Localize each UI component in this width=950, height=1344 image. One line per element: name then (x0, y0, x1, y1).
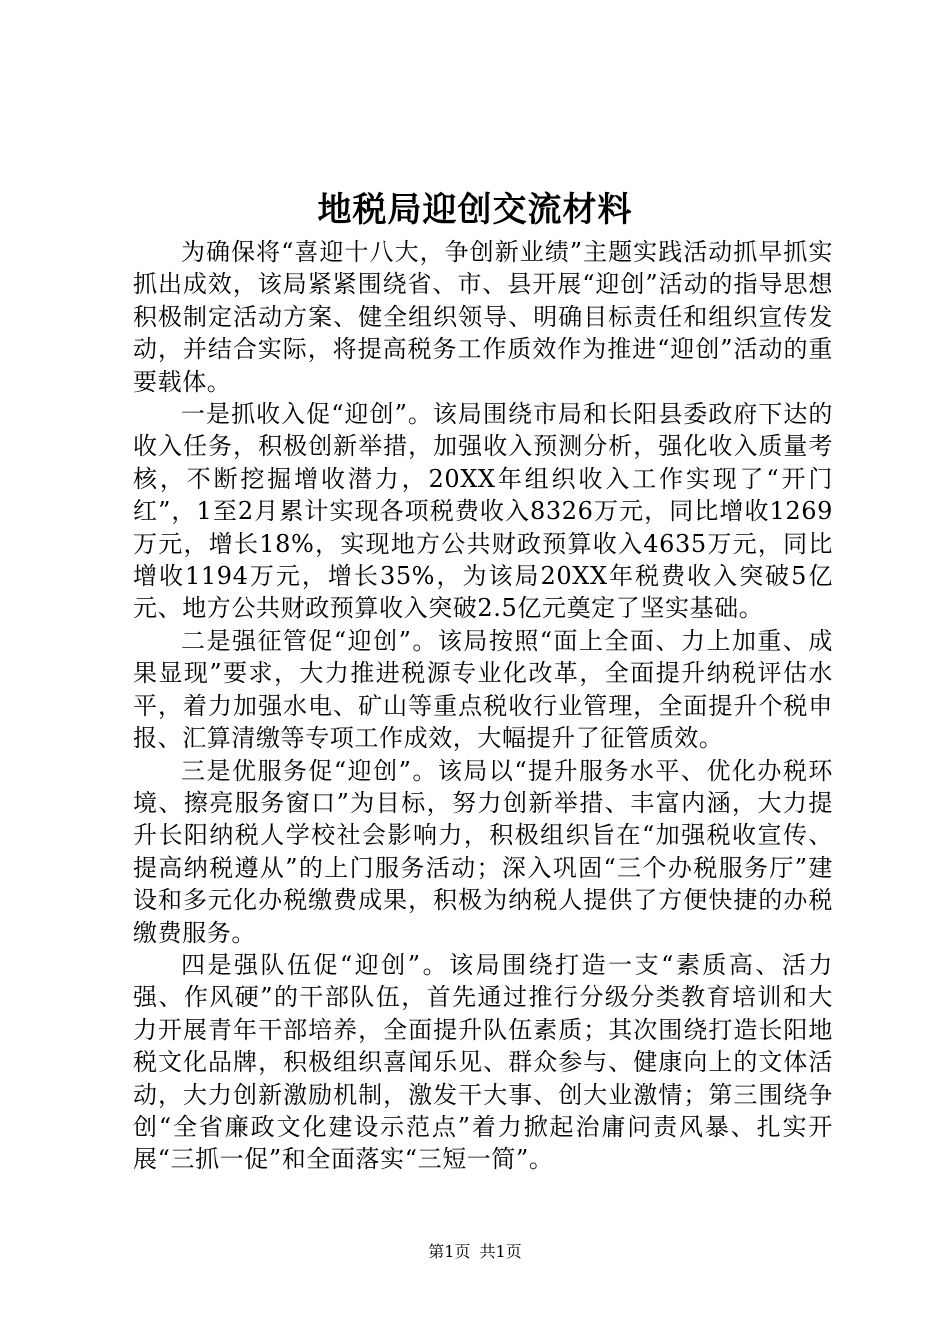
paragraph-collection: 二是强征管促“迎创”。该局按照“面上全面、力上加重、成果显现”要求，大力推进税源专业化改革，全面提升纳税评估水平，着力加强水电、矿山等重点税收行业管理，全面提升个税申报、汇算清缴等专项工作成效，大幅提升了征管质效。 (133, 626, 833, 753)
paragraph-team: 四是强队伍促“迎创”。该局围绕打造一支“素质高、活力强、作风硬”的干部队伍，首先通过推行分级分类教育培训和大力开展青年干部培养，全面提升队伍素质；其次围绕打造长阳地税文化品牌，积极组织喜闻乐见、群众参与、健康向上的文体活动，大力创新激励机制，激发干大事、创大业激情；第三围绕争创“全省廉政文化建设示范点”着力掀起治庸问责风暴、扎实开展“三抓一促”和全面落实“三短一简”。 (133, 950, 833, 1174)
page-number: 第1页 (428, 1242, 471, 1261)
document-title: 地税局迎创交流材料 (317, 190, 633, 230)
page-total: 共1页 (479, 1242, 522, 1261)
paragraph-service: 三是优服务促“迎创”。该局以“提升服务水平、优化办税环境、擦亮服务窗口”为目标，努力创新举措、丰富内涵，大力提升长阳纳税人学校社会影响力，积极组织旨在“加强税收宣传、提高纳税遵从”的上门服务活动；深入巩固“三个办税服务厅”建设和多元化办税缴费成果，积极为纳税人提供了方便快捷的办税缴费服务。 (133, 756, 833, 947)
paragraph-intro: 为确保将“喜迎十八大，争创新业绩”主题实践活动抓早抓实抓出成效，该局紧紧围绕省、市、县开展“迎创”活动的指导思想积极制定活动方案、健全组织领导、明确目标责任和组织宣传发动，并结合实际，将提高税务工作质效作为推进“迎创”活动的重要载体。 (133, 238, 833, 396)
document-body (133, 236, 833, 1176)
paragraph-revenue: 一是抓收入促“迎创”。该局围绕市局和长阳县委政府下达的收入任务，积极创新举措，加强收入预测分析，强化收入质量考核，不断挖掘增收潜力，20XX年组织收入工作实现了“开门红”，1至2月累计实现各项税费收入8326万元，同比增收1269万元，增长18%，实现地方公共财政预算收入4635万元，同比增收1194万元，增长35%，为该局20XX年税费收入突破5亿元、地方公共财政预算收入突破2.5亿元奠定了坚实基础。 (133, 400, 833, 623)
page-footer (0, 1240, 950, 1264)
